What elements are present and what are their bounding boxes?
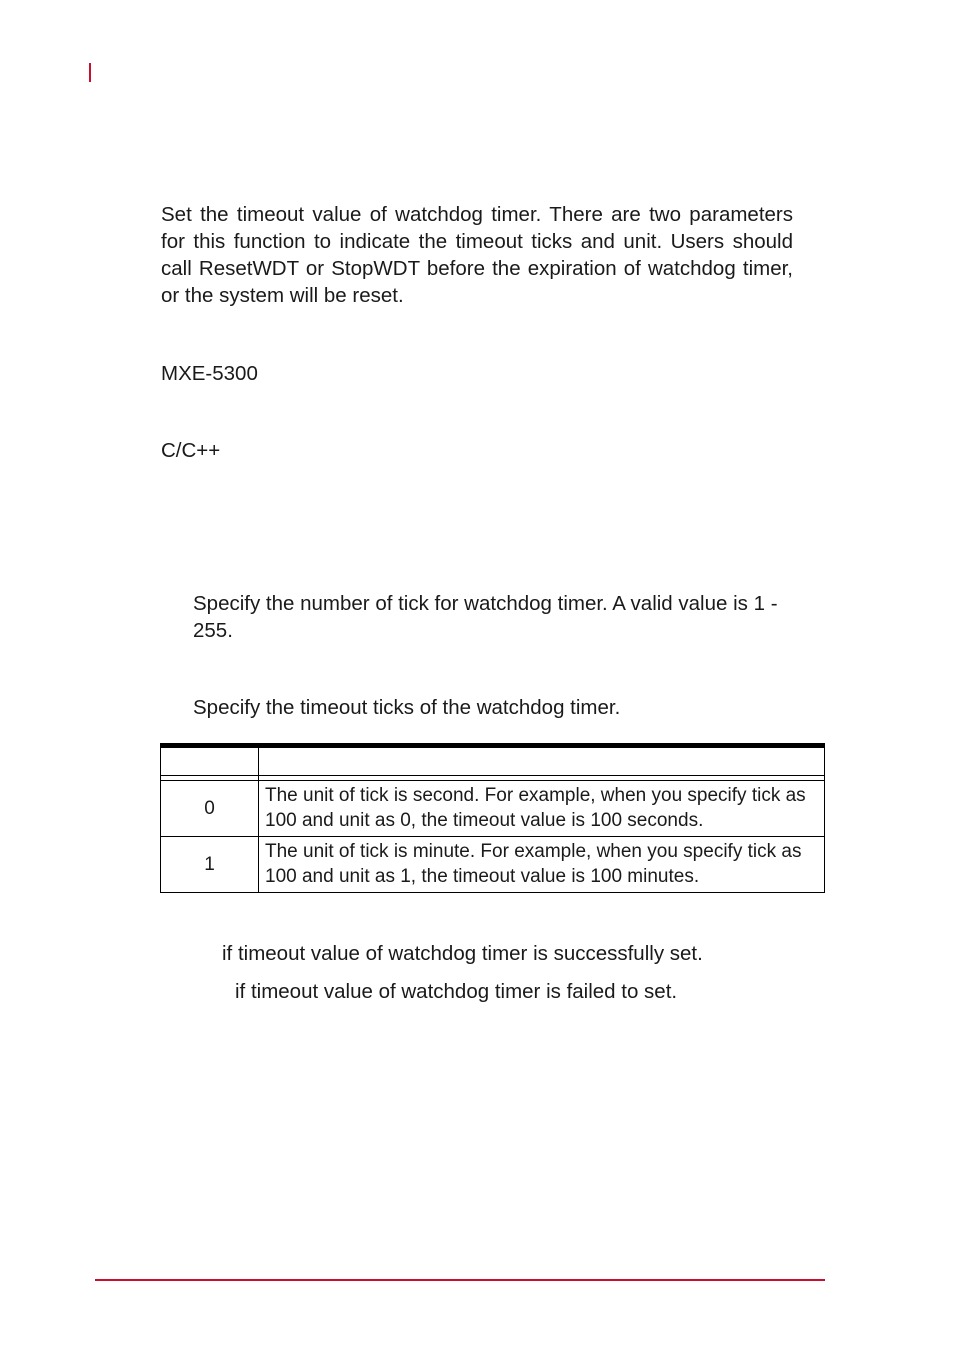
footer-rule [95,1279,825,1281]
function-description: Set the timeout value of watchdog timer. There are two parameters for this function to indicate the timeout ticks and unit. Users should call ResetWDT or StopWDT before the expiration of watchdog timer, or the system will be reset. [161,203,793,307]
return-fail-text: if timeout value of watchdog timer is failed to set. [235,980,678,1003]
param-unit-description: Specify the timeout ticks of the watchdog timer. [193,696,621,719]
unit-description-cell: The unit of tick is second. For example, when you specify tick as 100 and unit as 0, the timeout value is 100 seconds. [259,781,825,837]
header-accent-mark [89,63,91,82]
supported-module: MXE-5300 [161,362,258,385]
table-row [161,837,825,893]
table-row [161,781,825,837]
unit-value-cell: 1 [161,837,259,893]
unit-value-cell: 0 [161,781,259,837]
unit-table-header-description [259,746,825,776]
unit-description-cell: The unit of tick is minute. For example, when you specify tick as 100 and unit as 1, the timeout value is 100 minutes. [259,837,825,893]
unit-table [160,743,825,893]
unit-table-header-value [161,746,259,776]
syntax-language: C/C++ [161,439,221,462]
return-success-text: if timeout value of watchdog timer is successfully set. [222,942,703,965]
unit-table-header [161,746,825,776]
param-tick-description: Specify the number of tick for watchdog timer. A valid value is 1 - 255. [193,592,778,642]
